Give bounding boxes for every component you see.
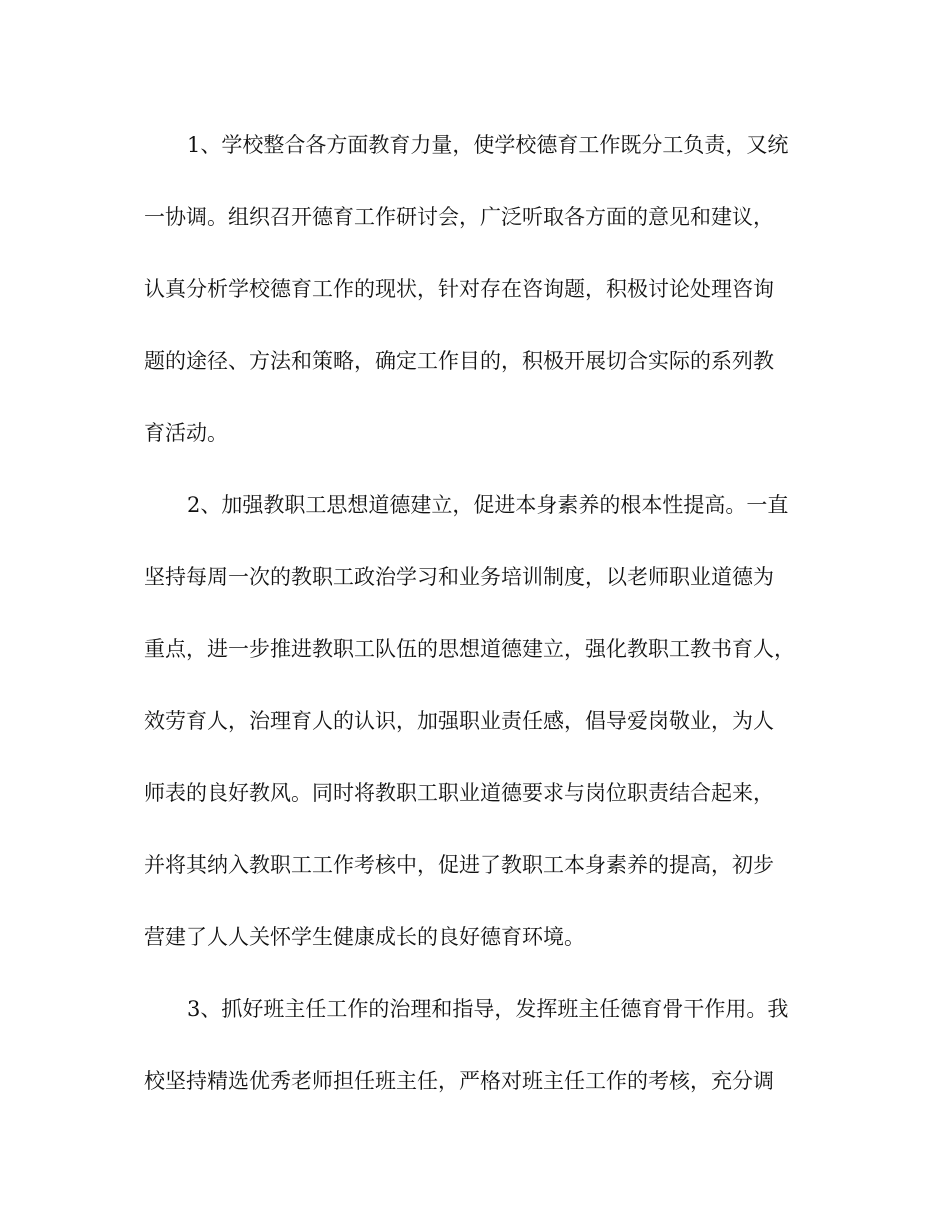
paragraph-1-line-4: 题的途径、方法和策略，确定工作目的，积极开展切合实际的系列教 bbox=[144, 349, 774, 373]
paragraph-3-line-2: 校坚持精选优秀老师担任班主任，严格对班主任工作的考核，充分调 bbox=[144, 1069, 774, 1093]
paragraph-2-line-2: 坚持每周一次的教职工政治学习和业务培训制度，以老师职业道德为 bbox=[144, 565, 774, 589]
paragraph-3-line-1: 3、抓好班主任工作的治理和指导，发挥班主任德育骨干作用。我 bbox=[187, 997, 789, 1021]
paragraph-1-line-2: 一协调。组织召开德育工作研讨会，广泛听取各方面的意见和建议， bbox=[144, 205, 774, 229]
paragraph-1-line-5: 育活动。 bbox=[144, 421, 228, 445]
paragraph-2-line-3: 重点，进一步推进教职工队伍的思想道德建立，强化教职工教书育人， bbox=[144, 637, 795, 661]
paragraph-2-line-7: 营建了人人关怀学生健康成长的良好德育环境。 bbox=[144, 925, 585, 949]
paragraph-1-line-3: 认真分析学校德育工作的现状，针对存在咨询题，积极讨论处理咨询 bbox=[144, 277, 774, 301]
paragraph-2-line-1: 2、加强教职工思想道德建立，促进本身素养的根本性提高。一直 bbox=[187, 493, 789, 517]
paragraph-2-line-5: 师表的良好教风。同时将教职工职业道德要求与岗位职责结合起来， bbox=[144, 781, 774, 805]
paragraph-1-line-1: 1、学校整合各方面教育力量，使学校德育工作既分工负责，又统 bbox=[187, 133, 789, 157]
paragraph-2-line-6: 并将其纳入教职工工作考核中，促进了教职工本身素养的提高，初步 bbox=[144, 853, 774, 877]
paragraph-2-line-4: 效劳育人，治理育人的认识，加强职业责任感，倡导爱岗敬业，为人 bbox=[144, 709, 774, 733]
